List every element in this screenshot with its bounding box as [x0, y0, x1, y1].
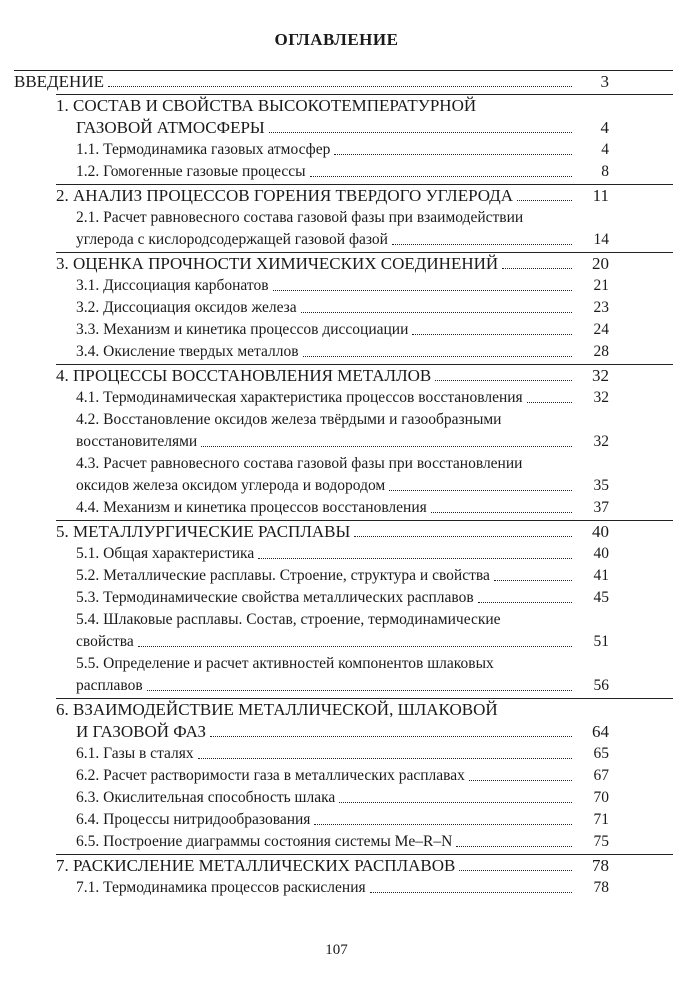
toc-entry-row: [56, 855, 609, 877]
dot-leader: [269, 132, 572, 133]
toc-entry-title-line: 2.1. Расчет равновесного состава газовой фазы при взаимодействии: [76, 209, 524, 226]
toc-entry-row: [76, 387, 609, 409]
toc-page-number: 70: [593, 789, 609, 806]
toc-entry-row: [14, 71, 609, 93]
toc-page-number: 28: [593, 343, 609, 360]
toc-entry-row: [56, 721, 609, 743]
page-number: 107: [325, 942, 348, 958]
toc-entry-row: [56, 253, 609, 275]
toc-entry-title-line: 1. СОСТАВ И СВОЙСТВА ВЫСОКОТЕМПЕРАТУРНОЙ: [56, 96, 477, 115]
toc-entry-title-line: 6. ВЗАИМОДЕЙСТВИЕ МЕТАЛЛИЧЕСКОЙ, ШЛАКОВОЙ: [56, 700, 498, 719]
toc-page-number: 32: [593, 389, 609, 406]
toc-page-number: 4: [601, 141, 609, 158]
toc-section-entry: [76, 275, 673, 297]
toc-chapter-entry: [56, 698, 673, 743]
toc-entry-title: восстановителями: [76, 433, 198, 450]
toc-entry-row: [76, 319, 609, 341]
toc-chapter-entry: [56, 364, 673, 387]
toc-page-number: 51: [593, 633, 609, 650]
toc-entry-title: расплавов: [76, 677, 143, 694]
toc-page-number: 20: [592, 254, 609, 273]
toc-entry-title-line: 5.5. Определение и расчет активностей компонентов шлаковых: [76, 655, 494, 672]
toc-entry-title: ГАЗОВОЙ АТМОСФЕРЫ: [76, 118, 265, 137]
toc-entry-title: 5.1. Общая характеристика: [76, 545, 255, 562]
toc-entry-row: [76, 475, 609, 497]
toc-entry-title: 7.1. Термодинамика процессов раскисления: [76, 879, 366, 896]
dot-leader: [478, 602, 572, 603]
toc-entry-title: 4.1. Термодинамическая характеристика процессов восстановления: [76, 389, 523, 406]
toc-entry-title: 3. ОЦЕНКА ПРОЧНОСТИ ХИМИЧЕСКИХ СОЕДИНЕНИЙ: [56, 254, 499, 273]
toc-chapter-entry: [56, 854, 673, 877]
toc-entry-row: [76, 275, 609, 297]
toc-page-number: 14: [593, 231, 609, 248]
dot-leader: [310, 176, 572, 177]
toc-entry-title: 6.5. Построение диаграммы состояния системы Me–R–N: [76, 833, 453, 850]
toc-entry-title-line: 4.2. Восстановление оксидов железа твёрдыми и газообразными: [76, 411, 502, 428]
toc-page-number: 64: [592, 722, 609, 741]
toc-section-entry: [76, 765, 673, 787]
toc-entry-title-line: 4.3. Расчет равновесного состава газовой фазы при восстановлении: [76, 455, 523, 472]
dot-leader: [303, 356, 572, 357]
toc-section-entry: [76, 809, 673, 831]
dot-leader: [459, 870, 572, 871]
dot-leader: [339, 802, 572, 803]
toc-page-number: 32: [593, 433, 609, 450]
toc-page-number: 75: [593, 833, 609, 850]
toc-page-number: 40: [592, 522, 609, 541]
dot-leader: [334, 154, 572, 155]
toc-section-entry: [76, 409, 673, 453]
toc-chapter-entry: [56, 252, 673, 275]
toc-section-entry: [76, 543, 673, 565]
toc-entry-row: [76, 809, 609, 831]
toc-section-entry: [76, 587, 673, 609]
toc-entry-title: оксидов железа оксидом углерода и водородом: [76, 477, 386, 494]
dot-leader: [354, 536, 572, 537]
toc-page-number: 56: [593, 677, 609, 694]
toc-section-entry: [76, 453, 673, 497]
toc-entry-title: 2. АНАЛИЗ ПРОЦЕССОВ ГОРЕНИЯ ТВЕРДОГО УГЛЕРОДА: [56, 186, 514, 205]
toc-entry-title: 6.4. Процессы нитридообразования: [76, 811, 311, 828]
toc-heading: ОГЛАВЛЕНИЕ: [274, 30, 399, 49]
toc-section-entry: [76, 565, 673, 587]
toc-page-number: 78: [592, 856, 609, 875]
dot-leader: [502, 268, 572, 269]
dot-leader: [527, 402, 572, 403]
toc-section-entry: [76, 319, 673, 341]
toc-section-entry: [76, 877, 673, 899]
dot-leader: [389, 490, 572, 491]
dot-leader: [431, 512, 572, 513]
toc-entry-row: [76, 161, 609, 183]
toc-entry-row: [76, 831, 609, 853]
dot-leader: [258, 558, 572, 559]
toc-entry-title: 3.3. Механизм и кинетика процессов диссоциации: [76, 321, 409, 338]
toc-page-number: 67: [593, 767, 609, 784]
toc-entry-title: 1.2. Гомогенные газовые процессы: [76, 163, 306, 180]
toc-chapter-entry: [56, 94, 673, 139]
toc-entry-row: [76, 587, 609, 609]
toc-page-number: 3: [600, 72, 609, 91]
toc-chapter-entry: [14, 70, 673, 93]
dot-leader: [370, 892, 572, 893]
dot-leader: [273, 290, 572, 291]
toc-entry-title: 4. ПРОЦЕССЫ ВОССТАНОВЛЕНИЯ МЕТАЛЛОВ: [56, 366, 432, 385]
toc-entry-row: [76, 497, 609, 519]
toc-entry-row: [76, 743, 609, 765]
toc-section-entry: [76, 787, 673, 809]
toc-chapter-entry: [56, 184, 673, 207]
dot-leader: [138, 646, 572, 647]
toc-section-entry: [76, 207, 673, 251]
dot-leader: [494, 580, 572, 581]
dot-leader: [314, 824, 572, 825]
toc-chapter-entry: [56, 520, 673, 543]
toc-entry-title: 5.2. Металлические расплавы. Строение, структура и свойства: [76, 567, 490, 584]
toc-entry-title: 4.4. Механизм и кинетика процессов восстановления: [76, 499, 427, 516]
toc-entry-title: 6.1. Газы в сталях: [76, 745, 194, 762]
toc-page-number: 65: [593, 745, 609, 762]
dot-leader: [210, 736, 572, 737]
toc-page-number: 24: [593, 321, 609, 338]
toc-entry-row: [76, 297, 609, 319]
toc-page-number: 4: [600, 118, 609, 137]
toc-entry-row: [76, 631, 609, 653]
toc-entry-title: 5. МЕТАЛЛУРГИЧЕСКИЕ РАСПЛАВЫ: [56, 522, 351, 541]
toc-entry-title: 6.3. Окислительная способность шлака: [76, 789, 336, 806]
toc-page-number: 78: [593, 879, 609, 896]
toc-entry-title: 3.4. Окисление твердых металлов: [76, 343, 299, 360]
toc-entry-row: [76, 341, 609, 363]
toc-entry-title: ВВЕДЕНИЕ: [14, 72, 104, 91]
toc-page-number: 35: [593, 477, 609, 494]
toc-entry-title: 6.2. Расчет растворимости газа в металлических расплавах: [76, 767, 465, 784]
toc-page-number: 71: [593, 811, 609, 828]
toc-entry-row: [76, 675, 609, 697]
toc-section-entry: [76, 609, 673, 653]
toc-page-number: 11: [592, 186, 609, 205]
dot-leader: [201, 446, 572, 447]
dot-leader: [108, 86, 572, 87]
dot-leader: [517, 200, 572, 201]
toc-entry-title: И ГАЗОВОЙ ФАЗ: [76, 722, 207, 741]
toc-section-entry: [76, 341, 673, 363]
toc-entry-title: углерода с кислородсодержащей газовой фазой: [76, 231, 388, 248]
toc-section-entry: [76, 139, 673, 161]
toc-section-entry: [76, 387, 673, 409]
toc-entry-title: свойства: [76, 633, 134, 650]
dot-leader: [392, 244, 572, 245]
toc-section-entry: [76, 161, 673, 183]
toc-page-number: 32: [592, 366, 609, 385]
toc-section-entry: [76, 653, 673, 697]
dot-leader: [435, 380, 572, 381]
toc-page-number: 41: [593, 567, 609, 584]
dot-leader: [147, 690, 572, 691]
dot-leader: [301, 312, 572, 313]
dot-leader: [198, 758, 572, 759]
toc-page-number: 21: [593, 277, 609, 294]
toc-section-entry: [76, 743, 673, 765]
toc-entry-row: [56, 521, 609, 543]
toc-entry-row: [76, 139, 609, 161]
toc-entry-title: 3.2. Диссоциация оксидов железа: [76, 299, 297, 316]
toc-list: [0, 70, 673, 899]
dot-leader: [456, 846, 572, 847]
toc-page-number: 23: [593, 299, 609, 316]
toc-page-number: 40: [593, 545, 609, 562]
toc-entry-row: [76, 229, 609, 251]
toc-section-entry: [76, 497, 673, 519]
toc-entry-row: [76, 877, 609, 899]
toc-entry-title: 1.1. Термодинамика газовых атмосфер: [76, 141, 331, 158]
dot-leader: [412, 334, 572, 335]
toc-entry-row: [76, 431, 609, 453]
toc-page-number: 37: [593, 499, 609, 516]
dot-leader: [469, 780, 572, 781]
toc-section-entry: [76, 831, 673, 853]
toc-page-number: 45: [593, 589, 609, 606]
toc-entry-row: [56, 185, 609, 207]
toc-entry-row: [56, 117, 609, 139]
toc-section-entry: [76, 297, 673, 319]
toc-entry-row: [76, 765, 609, 787]
toc-page-number: 8: [601, 163, 609, 180]
toc-entry-row: [76, 787, 609, 809]
toc-entry-row: [56, 365, 609, 387]
toc-entry-row: [76, 565, 609, 587]
toc-entry-title-line: 5.4. Шлаковые расплавы. Состав, строение, термодинамические: [76, 611, 501, 628]
toc-entry-title: 5.3. Термодинамические свойства металлических расплавов: [76, 589, 474, 606]
toc-entry-row: [76, 543, 609, 565]
toc-entry-title: 3.1. Диссоциация карбонатов: [76, 277, 269, 294]
toc-entry-title: 7. РАСКИСЛЕНИЕ МЕТАЛЛИЧЕСКИХ РАСПЛАВОВ: [56, 856, 456, 875]
